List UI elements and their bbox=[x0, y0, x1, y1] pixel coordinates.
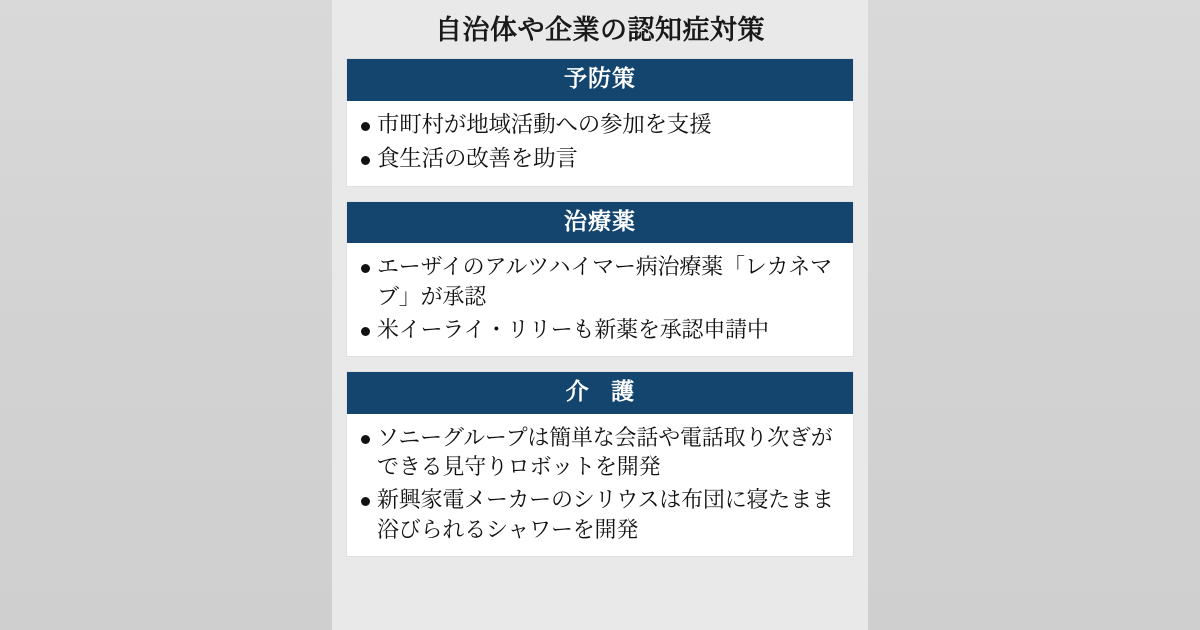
list-item-text: エーザイのアルツハイマー病治療薬「レカネマブ」が承認 bbox=[377, 254, 832, 309]
bullet-dot-icon bbox=[361, 327, 370, 336]
bullet-dot-icon bbox=[361, 264, 370, 273]
list-item-text: 米イーライ・リリーも新薬を承認申請中 bbox=[377, 316, 769, 342]
figure-panel bbox=[332, 0, 868, 630]
section-body-care bbox=[347, 414, 853, 556]
list-item bbox=[361, 144, 839, 174]
list-item bbox=[361, 110, 839, 140]
list-item bbox=[361, 252, 839, 311]
section-prevention bbox=[346, 58, 854, 186]
section-care bbox=[346, 371, 854, 557]
list-item-text: 食生活の改善を助言 bbox=[377, 145, 578, 171]
bullet-dot-icon bbox=[361, 122, 370, 131]
list-item bbox=[361, 485, 839, 544]
section-medication bbox=[346, 201, 854, 357]
section-heading-care: 介 護 bbox=[347, 372, 853, 414]
list-item-text: 市町村が地域活動への参加を支援 bbox=[377, 111, 712, 137]
bullet-dot-icon bbox=[361, 497, 370, 506]
list-item-text: ソニーグループは簡単な会話や電話取り次ぎができる見守りロボットを開発 bbox=[377, 424, 833, 480]
section-body-medication bbox=[347, 243, 853, 356]
list-item bbox=[361, 315, 839, 344]
section-heading-prevention: 予防策 bbox=[347, 59, 853, 101]
section-heading-medication: 治療薬 bbox=[347, 202, 853, 244]
list-item-text: 新興家電メーカーのシリウスは布団に寝たまま浴びられるシャワーを開発 bbox=[377, 487, 834, 542]
bullet-dot-icon bbox=[361, 156, 370, 165]
bullet-dot-icon bbox=[361, 435, 370, 444]
list-item bbox=[361, 423, 839, 482]
section-body-prevention bbox=[347, 101, 853, 186]
page-title: 自治体や企業の認知症対策 bbox=[435, 15, 765, 45]
